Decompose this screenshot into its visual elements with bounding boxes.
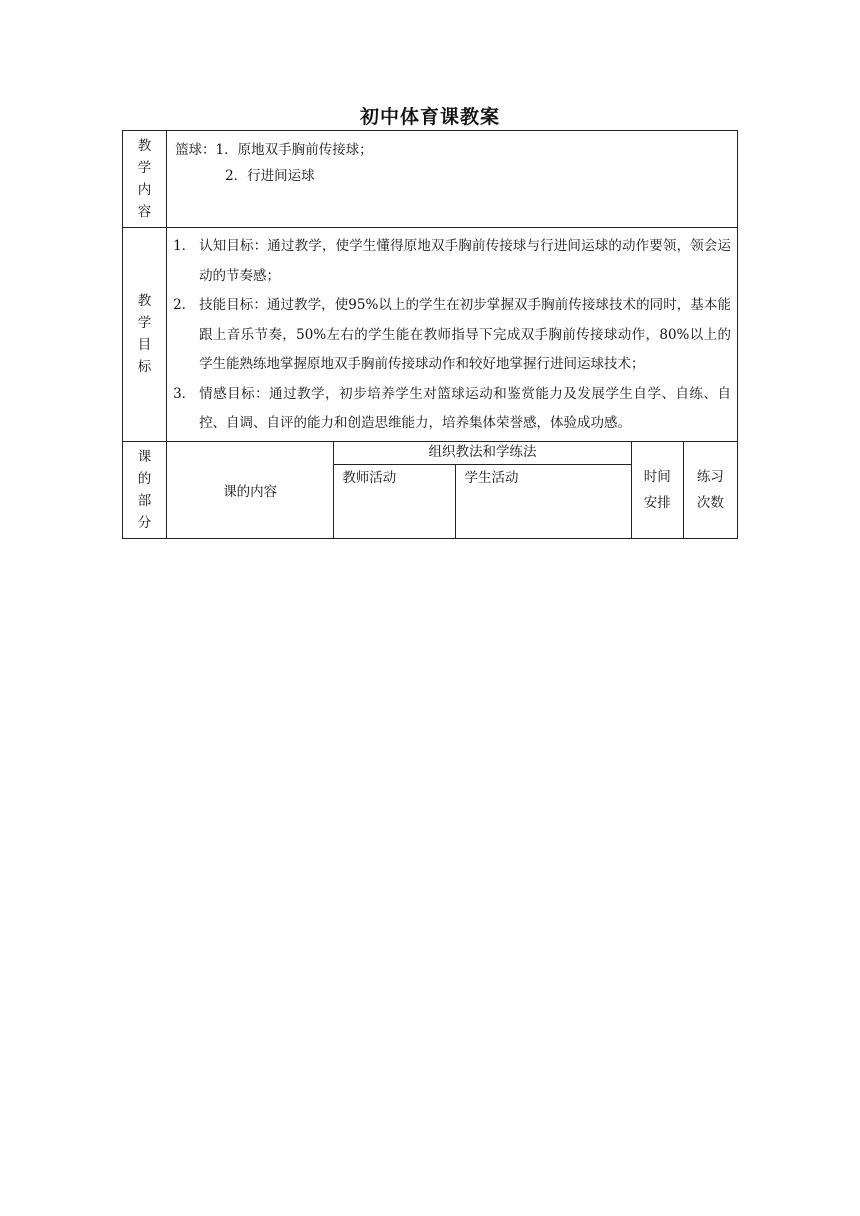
goal-item xyxy=(173,232,731,291)
lesson-content-header: 课的内容 xyxy=(167,441,334,538)
lesson-plan-table xyxy=(122,130,738,539)
lesson-part-label: 课 的 部 分 xyxy=(123,441,167,538)
student-activity-header: 学生活动 xyxy=(456,465,631,538)
method-group-header: 组织教法和学练法 xyxy=(334,441,631,465)
teaching-content-cell xyxy=(167,131,738,228)
teaching-content-line-1: 篮球：1．原地双手胸前传接球； xyxy=(175,142,373,158)
goal-item xyxy=(173,291,731,380)
goal-number: 3． xyxy=(173,385,196,402)
goal-number: 1． xyxy=(173,238,196,254)
practice-count-header: 练习 次数 xyxy=(683,441,737,538)
page-title: 初中体育课教案 xyxy=(359,106,500,128)
goal-text: 技能目标：通过教学，使95%以上的学生在初步掌握双手胸前传接球技术的同时，基本能跟上音乐节奏，50%左右的学生能在教师指导下完成双手胸前传接球动作，80%以上的学生能熟练地掌握原地双手胸前传接球动作和较好地掌握行进间运球技术； xyxy=(199,297,731,372)
teaching-goals-cell xyxy=(167,228,738,442)
goal-text: 情感目标：通过教学，初步培养学生对篮球运动和鉴赏能力及发展学生自学、自练、自控、自调、自评的能力和创造思维能力，培养集体荣誉感，体验成功感。 xyxy=(199,385,731,431)
teaching-content-line-2: 2．行进间运球 xyxy=(225,168,315,184)
teaching-goals-label: 教 学 目 标 xyxy=(123,228,167,442)
goal-number: 2． xyxy=(173,297,196,313)
teaching-content-label: 教 学 内 容 xyxy=(123,131,167,228)
time-arrangement-header: 时间 安排 xyxy=(631,441,683,538)
lesson-header-row xyxy=(123,441,738,465)
teaching-goals-row xyxy=(123,228,738,442)
teacher-activity-header: 教师活动 xyxy=(334,465,456,538)
teaching-content-row xyxy=(123,131,738,228)
goal-item xyxy=(173,380,731,439)
goal-text: 认知目标：通过教学，使学生懂得原地双手胸前传接球与行进间运球的动作要领，领会运动的节奏感； xyxy=(199,238,731,284)
